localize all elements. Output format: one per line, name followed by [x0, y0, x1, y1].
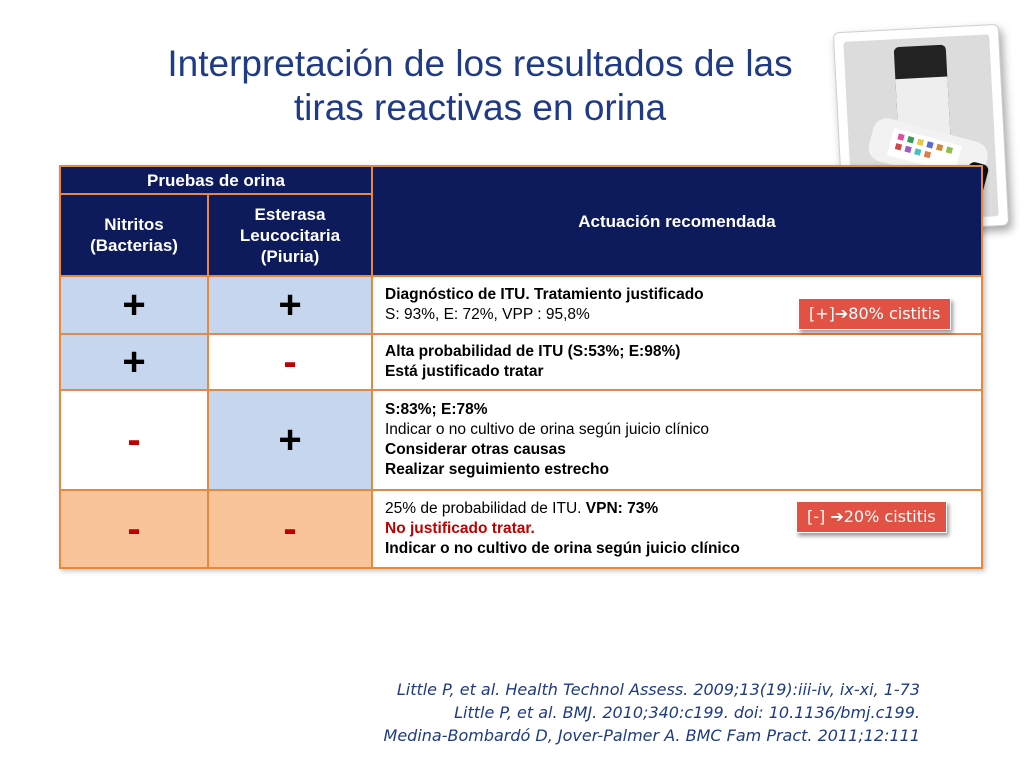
action-line: S:83%; E:78%: [385, 401, 488, 418]
nitritos-cell: -: [60, 490, 208, 568]
esterasa-cell: -: [208, 490, 372, 568]
action-line: Diagnóstico de ITU. Tratamiento justificado: [385, 286, 704, 303]
table-header-row: [60, 166, 982, 194]
arrow-right-icon: ➔: [834, 304, 849, 323]
esterasa-cell: +: [208, 390, 372, 490]
action-line: 25% de probabilidad de ITU.: [385, 500, 586, 517]
group-header-pruebas: Pruebas de orina: [60, 166, 372, 194]
header-esterasa-line2: Leucocitaria: [239, 225, 341, 245]
action-cell: [372, 334, 982, 390]
title-line-2: tiras reactivas en orina: [293, 87, 667, 128]
nitritos-cell: +: [60, 276, 208, 334]
header-esterasa-line1: Esterasa: [254, 204, 326, 224]
reference-item: Little P, et al. Health Technol Assess. 2009;13(19):iii-iv, ix-xi, 1-73: [396, 680, 920, 699]
arrow-right-icon: ➔: [830, 507, 844, 526]
action-line: Indicar o no cultivo de orina según juicio clínico: [385, 540, 740, 557]
badge-text: 80% cistitis: [848, 304, 941, 323]
slide-title: [110, 42, 850, 130]
title-line-1: Interpretación de los resultados de las: [167, 43, 793, 84]
badge-prefix: [+]: [809, 304, 835, 323]
esterasa-cell: -: [208, 334, 372, 390]
nitritos-cell: -: [60, 390, 208, 490]
header-esterasa-line3: (Piuria): [260, 246, 320, 266]
negative-cystitis-badge: [796, 501, 947, 533]
badge-prefix: [-]: [807, 507, 831, 526]
esterasa-cell: +: [208, 276, 372, 334]
table-row: [60, 334, 982, 390]
action-line: Alta probabilidad de ITU (S:53%; E:98%): [385, 343, 681, 360]
reference-item: Medina-Bombardó D, Jover-Palmer A. BMC Fam Pract. 2011;12:111: [383, 726, 920, 745]
header-nitritos-line2: (Bacterias): [90, 236, 178, 255]
action-line: Está justificado tratar: [385, 363, 544, 380]
table-row: [60, 390, 982, 490]
positive-cystitis-badge: [798, 298, 951, 330]
references: [384, 678, 920, 747]
action-line: Realizar seguimiento estrecho: [385, 461, 609, 478]
action-line: Considerar otras causas: [385, 441, 566, 458]
action-line: No justificado tratar.: [385, 520, 535, 537]
action-vpn: VPN: 73%: [585, 500, 659, 517]
header-esterasa: [208, 194, 372, 276]
header-actuacion: Actuación recomendada: [372, 166, 982, 276]
badge-text: 20% cistitis: [843, 507, 936, 526]
action-cell: [372, 390, 982, 490]
reference-item: Little P, et al. BMJ. 2010;340:c199. doi: 10.1136/bmj.c199.: [454, 703, 920, 722]
nitritos-cell: +: [60, 334, 208, 390]
header-nitritos: [60, 194, 208, 276]
action-line: Indicar o no cultivo de orina según juicio clínico: [385, 421, 709, 438]
header-nitritos-line1: Nitritos: [104, 215, 164, 234]
action-line: S: 93%, E: 72%, VPP : 95,8%: [385, 306, 590, 323]
